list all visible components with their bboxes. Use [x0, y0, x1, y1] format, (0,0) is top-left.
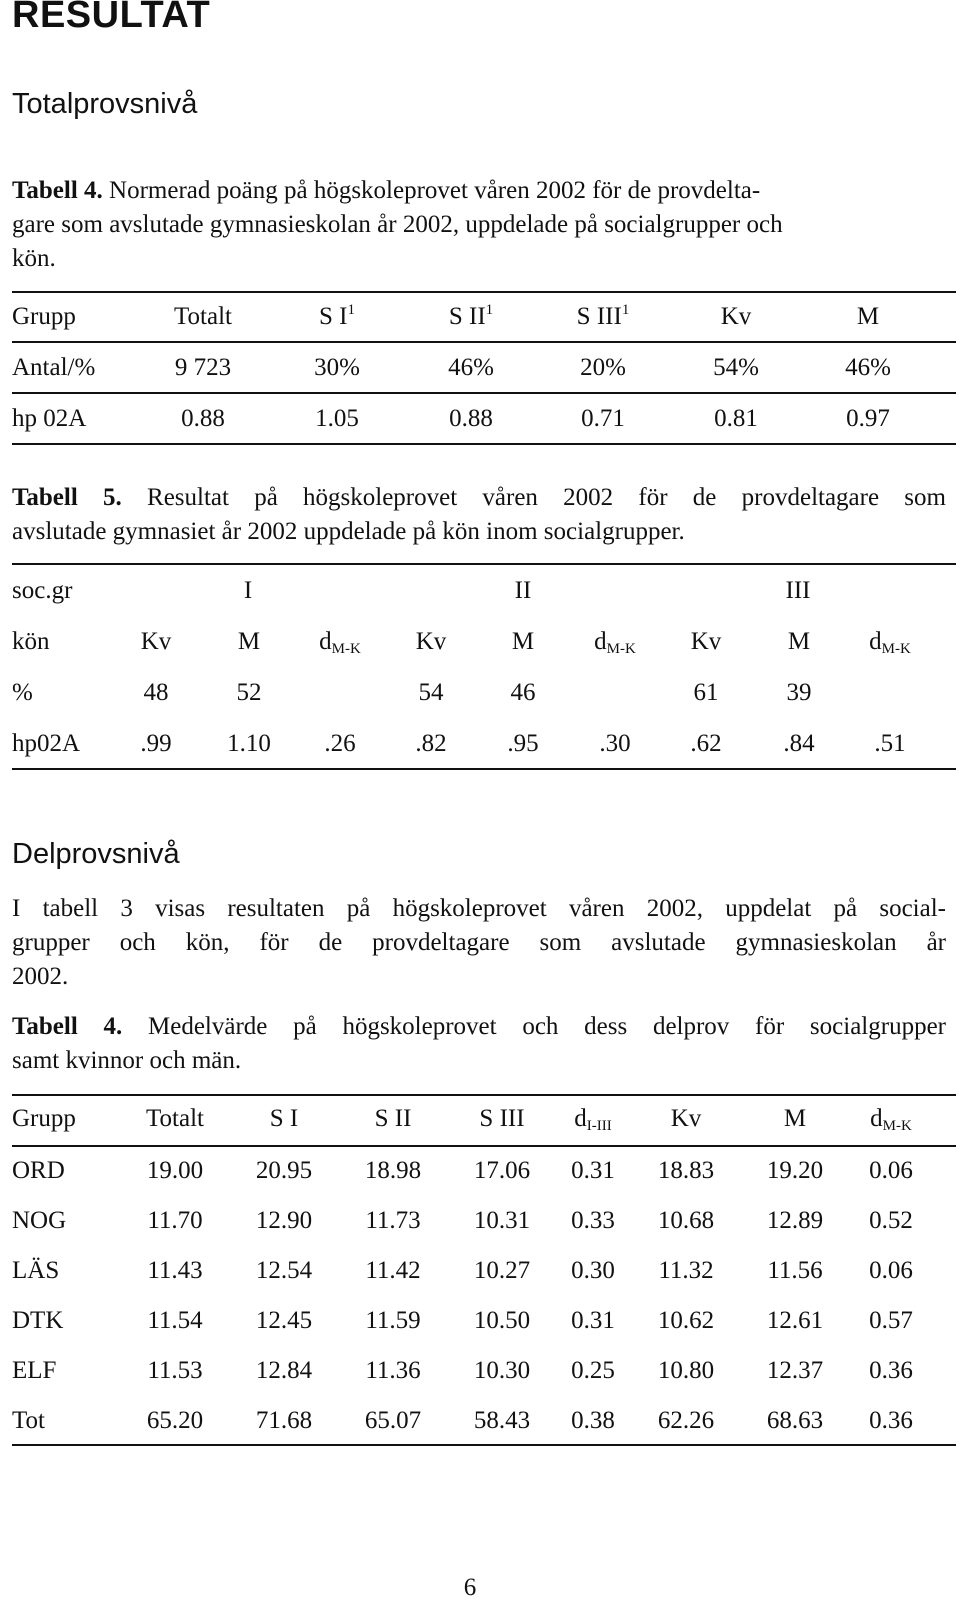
table4a-cell: hp 02A — [12, 405, 87, 432]
table4b-cell: 65.20 — [146, 1407, 204, 1434]
table5-cell: 1.10 — [227, 730, 271, 757]
table4b-cell: 20.95 — [255, 1157, 313, 1184]
table4b-cell: 0.33 — [571, 1207, 615, 1234]
table4b-header-cell: Grupp — [12, 1105, 76, 1132]
table4a-caption-label: Tabell 4. — [12, 177, 103, 204]
table5-cell: Kv — [690, 628, 722, 655]
table5-caption — [12, 481, 946, 549]
table4b-cell: 11.59 — [365, 1307, 421, 1334]
table4b-cell: 12.84 — [255, 1357, 313, 1384]
table4b-cell: 11.43 — [147, 1257, 203, 1284]
table4a-header-cell: M — [856, 303, 880, 330]
table5-cell: 46 — [510, 679, 536, 706]
table4b-row-label: LÄS — [12, 1257, 60, 1284]
table4b-cell: 11.53 — [147, 1357, 203, 1384]
table5-cell: soc.gr — [12, 577, 73, 604]
table4a-header-cell: Totalt — [174, 303, 232, 330]
table5-cell: $d_{M-K}$ — [319, 628, 361, 657]
table4b-caption-text-2: samt kvinnor och män. — [12, 1047, 242, 1074]
table4b-cell: 11.73 — [365, 1207, 421, 1234]
table4b-cell: 17.06 — [473, 1157, 531, 1184]
table4b-cell: 0.06 — [869, 1157, 913, 1184]
table4b-header-rule — [12, 1145, 956, 1147]
table4b-row-label: DTK — [12, 1307, 64, 1334]
table4a-header-cell: Grupp — [12, 303, 76, 330]
table4b-cell: 12.90 — [255, 1207, 313, 1234]
table5-cell: 52 — [236, 679, 262, 706]
table4b-cell: 0.31 — [571, 1307, 615, 1334]
table4b-cell: 10.30 — [473, 1357, 531, 1384]
table4b-cell: 19.00 — [146, 1157, 204, 1184]
table5-cell: 48 — [143, 679, 169, 706]
table4a-header-cell: S III$^1$ — [576, 302, 630, 330]
table5-cell: % — [12, 679, 33, 706]
table4b-cell: 62.26 — [657, 1407, 715, 1434]
table4a-row-rule — [12, 392, 956, 394]
table5-cell: M — [511, 628, 535, 655]
table4b-row-label: NOG — [12, 1207, 67, 1234]
table4a-cell: 54% — [713, 354, 759, 381]
table4b-cell: 0.57 — [869, 1307, 913, 1334]
body-paragraph — [12, 892, 946, 994]
table4a-header-cell: Kv — [720, 303, 752, 330]
table5-cell: M — [787, 628, 811, 655]
table4b-cell: 0.25 — [571, 1357, 615, 1384]
table4b-cell: 68.63 — [766, 1407, 824, 1434]
table4a-cell: 20% — [580, 354, 626, 381]
table4b-cell: 10.27 — [473, 1257, 531, 1284]
table4a-caption-text-2: gare som avslutade gymnasieskolan år 2002, uppdelade på socialgrupper och — [12, 211, 783, 238]
table4a-cell: 30% — [314, 354, 360, 381]
table4b-cell: 0.06 — [869, 1257, 913, 1284]
table5-cell: .30 — [599, 730, 631, 757]
table5-cell: III — [785, 577, 811, 604]
table4a-cell: 0.88 — [449, 405, 493, 432]
table5-cell: .84 — [783, 730, 815, 757]
table4a-header-cell: S $II^1$ — [448, 302, 494, 330]
table4b-cell: 65.07 — [364, 1407, 422, 1434]
table5-cell: 39 — [786, 679, 812, 706]
table4a-cell: 0.97 — [846, 405, 890, 432]
table4b-cell: 0.31 — [571, 1157, 615, 1184]
table4b-cell: 11.54 — [147, 1307, 203, 1334]
table4b-cell: 11.56 — [767, 1257, 823, 1284]
table4a-cell: 1.05 — [315, 405, 359, 432]
table4a-header-rule — [12, 341, 956, 343]
table5-cell: kön — [12, 628, 50, 655]
table5-cell: .62 — [690, 730, 722, 757]
section-title-delprovsniva: Delprovsnivå — [12, 838, 180, 870]
table4a-header-cell: S $I^1$ — [319, 302, 355, 330]
table4b-caption — [12, 1010, 946, 1078]
footnote-mark: 1 — [347, 302, 355, 318]
table4a-cell: 46% — [845, 354, 891, 381]
table5-top-rule — [12, 563, 956, 565]
table4a-cell: 0.88 — [181, 405, 225, 432]
table4b-cell: 11.70 — [147, 1207, 203, 1234]
footnote-mark: 1 — [621, 302, 630, 318]
table4b-cell: 10.80 — [657, 1357, 715, 1384]
table4b-cell: 11.42 — [365, 1257, 421, 1284]
table4b-cell: 19.20 — [766, 1157, 824, 1184]
table4b-header-cell: S I — [269, 1105, 299, 1132]
table4b-cell: 71.68 — [255, 1407, 313, 1434]
section-title-totalprovsniva: Totalprovsnivå — [12, 88, 198, 120]
table5-cell: 54 — [418, 679, 444, 706]
table4b-caption-text-1: Medelvärde på högskoleprovet och dess delprov för socialgrupper — [148, 1013, 946, 1040]
table4b-header-cell: Kv — [670, 1105, 702, 1132]
paragraph-line: grupper och kön, för de provdeltagare som avslutade gymnasieskolan år — [12, 929, 946, 956]
table4a-cell: Antal/% — [12, 354, 96, 381]
table4b-cell: 12.37 — [766, 1357, 824, 1384]
table4b-header-cell: $d_{I-III}$ — [574, 1105, 612, 1134]
table5-bottom-rule — [12, 768, 956, 770]
table5-cell: II — [514, 577, 532, 604]
table4b-cell: 0.52 — [869, 1207, 913, 1234]
table4b-cell: 12.54 — [255, 1257, 313, 1284]
table5-cell: hp02A — [12, 730, 81, 757]
table4b-cell: 0.38 — [571, 1407, 615, 1434]
table4b-cell: 12.45 — [255, 1307, 313, 1334]
table4b-caption-label: Tabell 4. — [12, 1013, 123, 1040]
footnote-mark: 1 — [485, 302, 494, 318]
page-heading: RESULTAT — [12, 0, 211, 36]
table4b-cell: 11.32 — [658, 1257, 714, 1284]
page-number: 6 — [463, 1574, 477, 1601]
table5-cell: .26 — [324, 730, 356, 757]
table4b-cell: 0.36 — [869, 1407, 913, 1434]
table4a-caption-text-1: Normerad poäng på högskoleprovet våren 2002 för de provdelta- — [109, 177, 761, 204]
table5-cell: .82 — [415, 730, 447, 757]
table4a-caption-text-3: kön. — [12, 245, 56, 272]
table4b-cell: 10.50 — [473, 1307, 531, 1334]
table4b-cell: 10.62 — [657, 1307, 715, 1334]
table5-cell: 61 — [693, 679, 719, 706]
table5-cell: Kv — [415, 628, 447, 655]
table5-cell: .95 — [507, 730, 539, 757]
table4b-header-cell: S II — [374, 1105, 412, 1132]
table4b-cell: 10.31 — [473, 1207, 531, 1234]
table4b-top-rule — [12, 1094, 956, 1096]
table5-cell: $d_{M-K}$ — [869, 628, 911, 657]
table4b-cell: 10.68 — [657, 1207, 715, 1234]
table4a-cell: 0.71 — [581, 405, 625, 432]
table4b-cell: 0.30 — [571, 1257, 615, 1284]
table5-cell: $d_{M-K}$ — [594, 628, 636, 657]
table4a-cell: 46% — [448, 354, 494, 381]
table5-cell: M — [237, 628, 261, 655]
table4b-header-cell: $d_{M-K}$ — [870, 1105, 912, 1134]
table5-caption-text-1: Resultat på högskoleprovet våren 2002 för de provdeltagare som — [147, 484, 946, 511]
table4b-cell: 0.36 — [869, 1357, 913, 1384]
table4b-cell: 58.43 — [473, 1407, 531, 1434]
table4b-cell: 12.61 — [766, 1307, 824, 1334]
table4b-header-cell: S III — [479, 1105, 525, 1132]
table4b-header-cell: M — [783, 1105, 807, 1132]
table4b-cell: 12.89 — [766, 1207, 824, 1234]
table4b-cell: 18.83 — [657, 1157, 715, 1184]
table4b-row-label: ORD — [12, 1157, 65, 1184]
table5-caption-text-2: avslutade gymnasiet år 2002 uppdelade på kön inom socialgrupper. — [12, 518, 685, 545]
table4a-cell: 0.81 — [714, 405, 758, 432]
paragraph-line: I tabell 3 visas resultaten på högskoleprovet våren 2002, uppdelat på social- — [12, 895, 946, 922]
table4b-header-cell: Totalt — [146, 1105, 204, 1132]
table5-cell: .51 — [874, 730, 906, 757]
table4a-caption — [12, 174, 946, 276]
table4a-cell: 9 723 — [174, 354, 232, 381]
table5-cell: Kv — [140, 628, 172, 655]
table4b-bottom-rule — [12, 1444, 956, 1446]
table4b-row-label: ELF — [12, 1357, 57, 1384]
paragraph-line: 2002. — [12, 963, 69, 990]
table4b-row-label: Tot — [12, 1407, 45, 1434]
table4a-bottom-rule — [12, 443, 956, 445]
table4b-cell: 18.98 — [364, 1157, 422, 1184]
table4a-top-rule — [12, 291, 956, 293]
table5-cell: .99 — [140, 730, 172, 757]
table4b-cell: 11.36 — [365, 1357, 421, 1384]
table5-caption-label: Tabell 5. — [12, 484, 122, 511]
table5-cell: I — [243, 577, 253, 604]
